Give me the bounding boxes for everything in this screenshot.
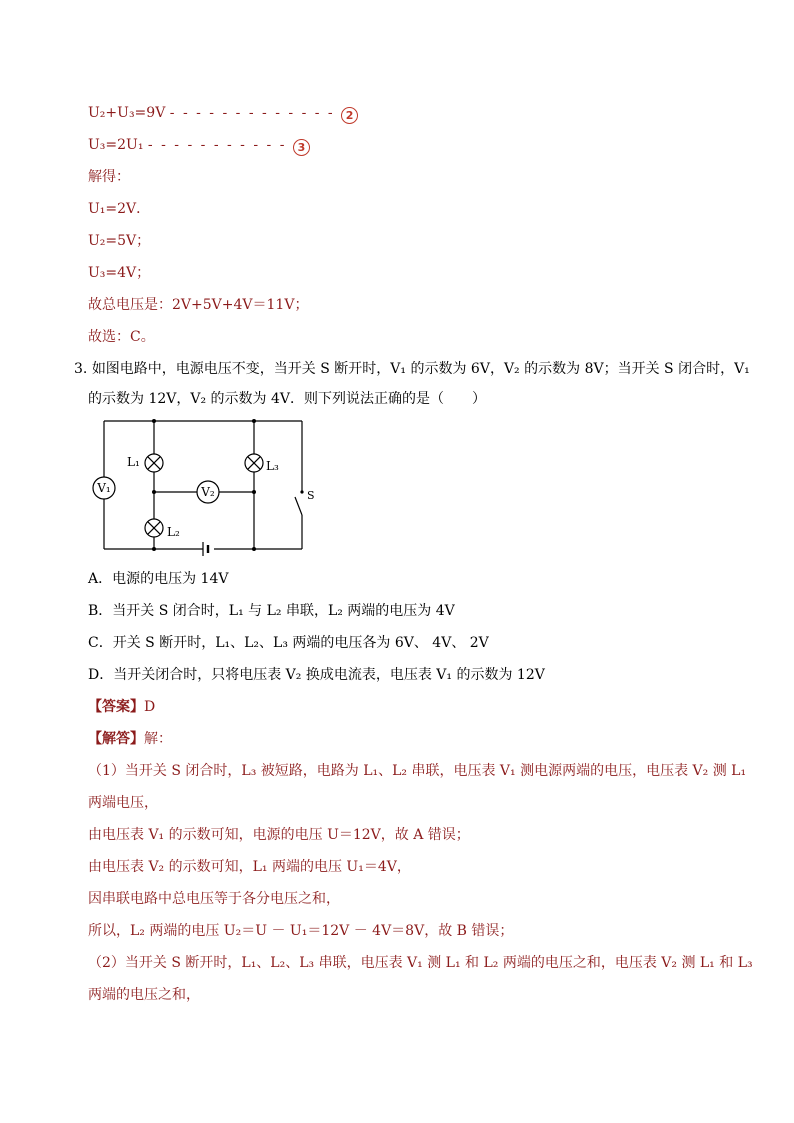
junction-top-left [152, 419, 156, 423]
question-number: 3. [74, 361, 88, 377]
equation-2-number: 2 [341, 107, 358, 124]
switch-s [295, 497, 302, 515]
junction-bottom-right [252, 547, 256, 551]
analysis-line6: 所以，L₂ 两端的电压 U₂＝U － U₁＝12V － 4V＝8V，故 B 错误； [88, 923, 514, 939]
equation-2-text: U₂+U₃=9V [88, 105, 166, 121]
equation-3 [88, 136, 310, 156]
option-d: D．当开关闭合时，只将电压表 V₂ 换成电流表，电压表 V₁ 的示数为 12V [88, 667, 545, 683]
analysis-heading [88, 730, 172, 748]
analysis-p2-line1: （2）当开关 S 断开时，L₁、L₂、L₃ 串联，电压表 V₁ 测 L₁ 和 L₂ 两端的电压之和，电压表 V₂ 测 L₁ 和 L₃ [88, 955, 753, 971]
total-voltage-prefix: 故总电压是： [88, 297, 172, 313]
option-b: B．当开关 S 闭合时，L₁ 与 L₂ 串联，L₂ 两端的电压为 4V [88, 603, 455, 619]
label-l1: L₁ [127, 455, 140, 469]
analysis-line3: 由电压表 V₁ 的示数可知，电源的电压 U＝12V，故 A 错误； [88, 827, 470, 843]
label-l2: L₂ [167, 525, 180, 539]
equation-2-dashes: - - - - - - - - - - - - - [169, 105, 335, 121]
analysis-p2-line2: 两端的电压之和， [88, 987, 200, 1003]
analysis-line4: 由电压表 V₂ 的示数可知，L₁ 两端的电压 U₁＝4V， [88, 859, 411, 875]
equation-2 [88, 104, 358, 124]
question-stem-line2: 的示数为 12V，V₂ 的示数为 4V．则下列说法正确的是（ ） [88, 391, 487, 407]
label-l3: L₃ [266, 459, 279, 473]
option-c: C．开关 S 断开时，L₁、L₂、L₃ 两端的电压各为 6V、 4V、 2V [88, 635, 489, 651]
junction-mid-right [252, 490, 256, 494]
solve-label: 解得： [88, 169, 130, 185]
option-a: A．电源的电压为 14V [88, 571, 229, 587]
total-voltage [88, 296, 308, 314]
junction-bottom-left [152, 547, 156, 551]
analysis-label: 【解答】 [88, 731, 144, 747]
equation-3-text: U₃=2U₁ [88, 137, 144, 153]
question-stem-line1 [74, 360, 750, 378]
switch-contact [300, 490, 303, 493]
label-v2: V₂ [201, 485, 215, 499]
result-u3: U₃=4V； [88, 265, 151, 281]
analysis-line5: 因串联电路中总电压等于各分电压之和， [88, 891, 340, 907]
answer-label: 【答案】 [88, 699, 144, 715]
analysis-suffix: 解： [144, 731, 172, 747]
result-u2: U₂=5V； [88, 233, 151, 249]
result-u1: U₁=2V． [88, 201, 151, 217]
previous-choice: 故选：C。 [88, 329, 155, 345]
analysis-p1-line1: （1）当开关 S 闭合时，L₃ 被短路，电路为 L₁、L₂ 串联，电压表 V₁ 测电源两端的电压，电压表 V₂ 测 L₁ [88, 763, 747, 779]
label-v1: V₁ [97, 481, 111, 495]
answer [88, 698, 155, 716]
junction-top-right [252, 419, 256, 423]
total-voltage-expr: 2V+5V+4V＝11V； [172, 297, 309, 313]
question-stem-text1: 如图电路中，电源电压不变，当开关 S 断开时，V₁ 的示数为 6V，V₂ 的示数为 8V；当开关 S 闭合时，V₁ [91, 361, 750, 377]
label-s: S [307, 489, 315, 502]
answer-value: D [144, 699, 156, 715]
junction-mid-left [152, 490, 156, 494]
analysis-p1-line2: 两端电压， [88, 795, 158, 811]
equation-3-dashes: - - - - - - - - - - - [147, 137, 287, 153]
equation-3-number: 3 [293, 139, 310, 156]
circuit-diagram [88, 414, 315, 556]
